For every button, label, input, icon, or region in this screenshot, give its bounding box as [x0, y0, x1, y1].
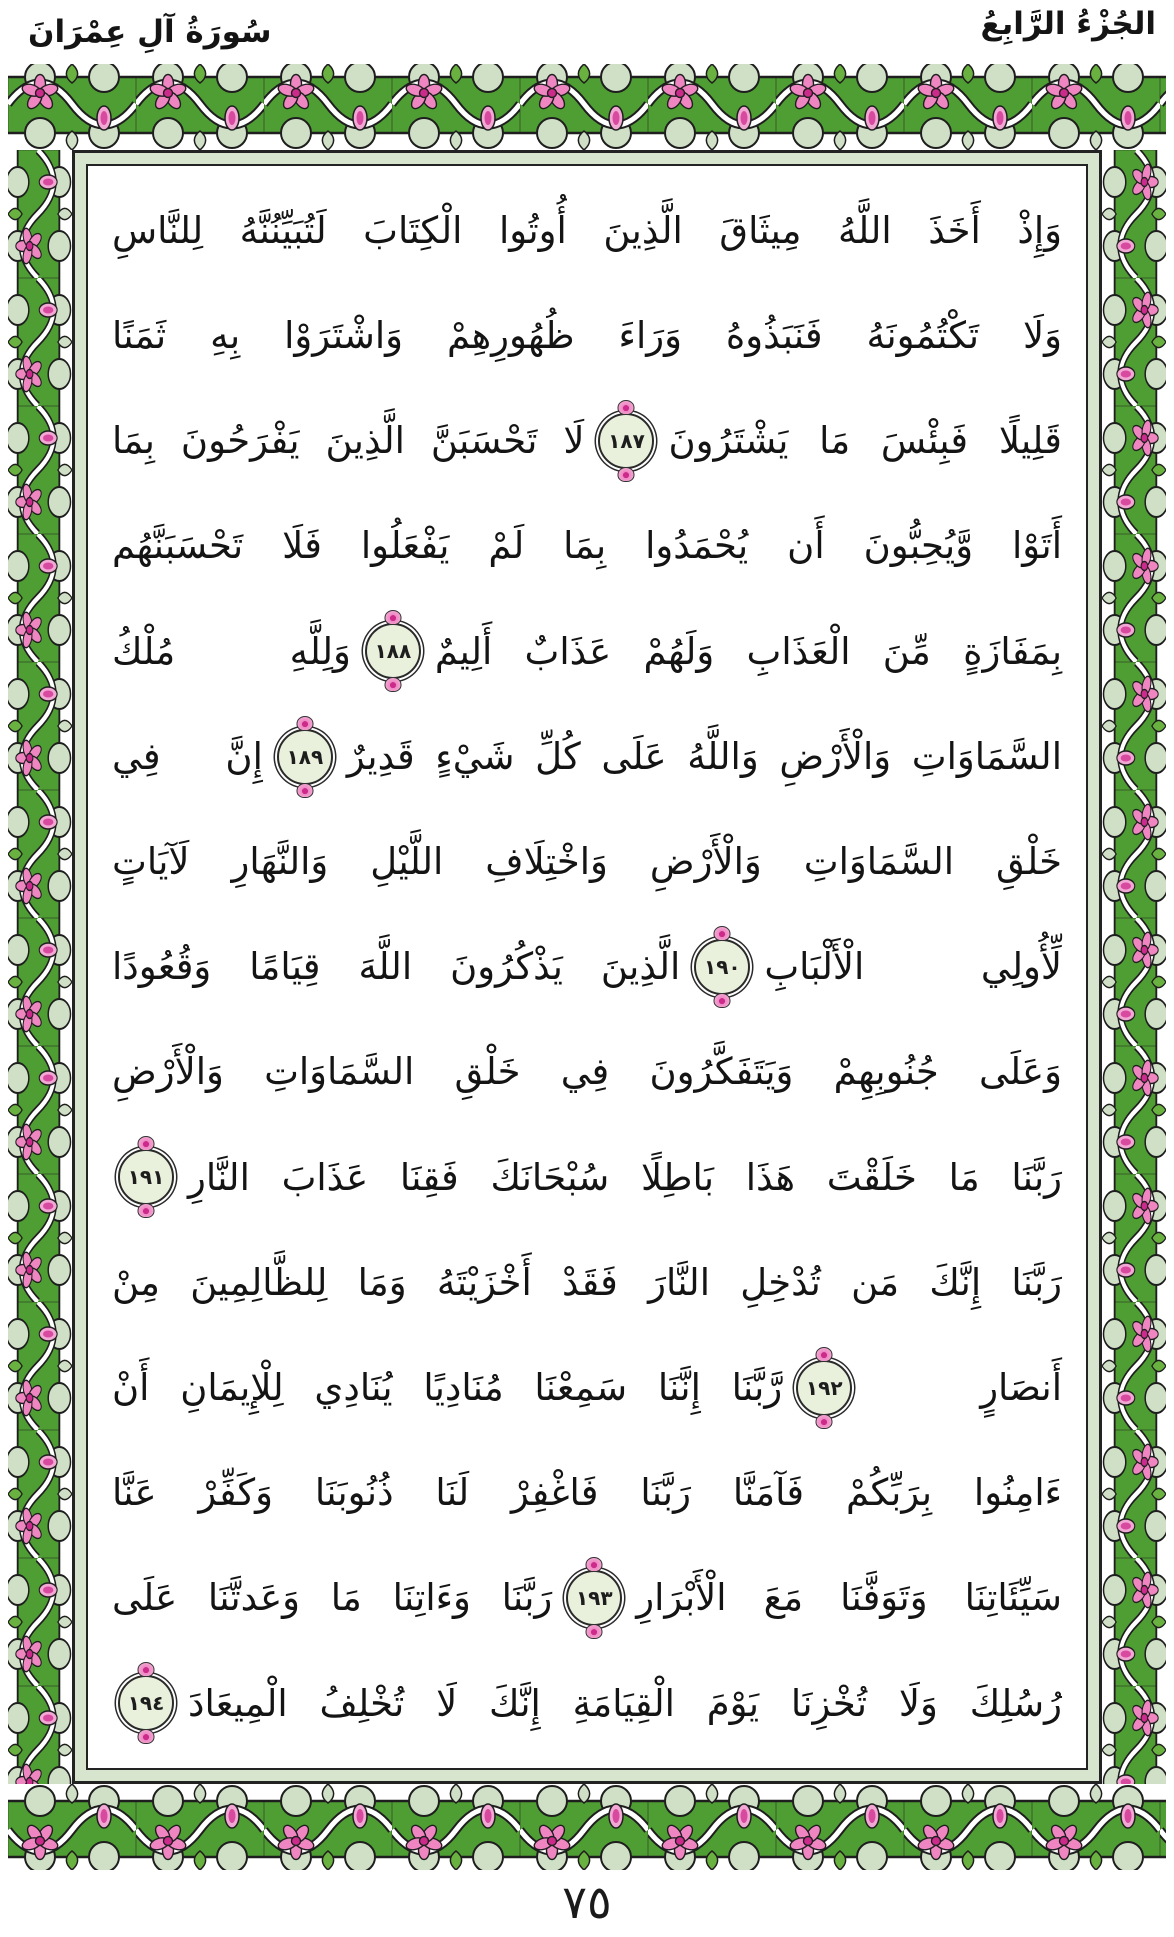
verse-text: إِنَّ فِي	[112, 734, 263, 778]
verse-text: رُسُلِكَ وَلَا تُخْزِنَا يَوْمَ الْقِيَامَةِ إِنَّكَ لَا تُخْلِفُ الْمِيعَادَ	[188, 1681, 1062, 1725]
quran-lines	[86, 164, 1088, 1770]
quran-line	[108, 494, 1066, 599]
quran-line	[108, 1125, 1066, 1230]
verse-text: رَبَّنَا وَءَاتِنَا مَا وَعَدتَّنَا عَلَى	[112, 1576, 553, 1620]
quran-line	[108, 809, 1066, 914]
verse-text: ءَامِنُوا بِرَبِّكُمْ فَآمَنَّا رَبَّنَا فَاغْفِرْ لَنَا ذُنُوبَنَا وَكَفِّرْ عَنَّا	[112, 1471, 1062, 1515]
aya-marker	[118, 1675, 174, 1731]
aya-number: ١٨٨	[374, 639, 412, 664]
verse-text: رَبَّنَا إِنَّكَ مَن تُدْخِلِ النَّارَ فَقَدْ أَخْزَيْتَهُ وَمَا لِلظَّالِمِينَ مِنْ	[112, 1260, 1062, 1304]
quran-line	[108, 599, 1066, 704]
border-ornament-bottom	[8, 1784, 1166, 1870]
quran-line	[108, 1335, 1066, 1440]
quran-line	[108, 1020, 1066, 1125]
verse-text: رَّبَّنَا إِنَّنَا سَمِعْنَا مُنَادِيًا يُنَادِي لِلْإِيمَانِ أَنْ	[111, 1366, 783, 1410]
aya-marker	[277, 729, 333, 785]
quran-line	[108, 1651, 1066, 1756]
aya-number: ١٩٠	[704, 955, 741, 980]
border-ornament-top	[8, 64, 1166, 150]
verse-text: لِّأُولِي الْأَلْبَابِ	[764, 945, 1062, 989]
aya-marker	[694, 939, 750, 995]
aya-marker	[796, 1360, 852, 1416]
aya-number: ١٨٩	[286, 744, 324, 769]
aya-number: ١٩٤	[127, 1691, 165, 1716]
verse-text: أَنصَارٍ	[980, 1366, 1062, 1410]
quran-line	[108, 178, 1066, 283]
quran-line	[108, 914, 1066, 1019]
aya-number: ١٩٢	[805, 1375, 843, 1400]
verse-text: وَلَا تَكْتُمُونَهُ فَنَبَذُوهُ وَرَاءَ ظُهُورِهِمْ وَاشْتَرَوْا بِهِ ثَمَنًا	[112, 313, 1062, 357]
aya-marker	[365, 623, 421, 679]
quran-line	[108, 1440, 1066, 1545]
aya-marker	[118, 1149, 174, 1205]
border-ornament-left	[8, 150, 72, 1784]
verse-text: وَعَلَى جُنُوبِهِمْ وَيَتَفَكَّرُونَ فِي خَلْقِ السَّمَاوَاتِ وَالْأَرْضِ	[112, 1050, 1062, 1094]
quran-line	[108, 1230, 1066, 1335]
verse-text: بِمَفَازَةٍ مِّنَ الْعَذَابِ وَلَهُمْ عَذَابٌ أَلِيمٌ	[434, 629, 1062, 673]
verse-text: أَتَوْا وَّيُحِبُّونَ أَن يُحْمَدُوا بِمَا لَمْ يَفْعَلُوا فَلَا تَحْسَبَنَّهُم	[112, 524, 1062, 568]
quran-line	[108, 388, 1066, 493]
verse-text: رَبَّنَا مَا خَلَقْتَ هَذَا بَاطِلًا سُبْحَانَكَ فَقِنَا عَذَابَ النَّارِ	[188, 1155, 1062, 1199]
verse-text: قَلِيلًا فَبِئْسَ مَا يَشْتَرُونَ	[668, 419, 1062, 463]
quran-line	[108, 1546, 1066, 1651]
aya-number: ١٩١	[127, 1165, 165, 1190]
verse-text: سَيِّئَاتِنَا وَتَوَفَّنَا مَعَ الْأَبْرَارِ	[636, 1576, 1062, 1620]
inner-frame	[72, 150, 1102, 1784]
aya-marker	[598, 413, 654, 469]
aya-number: ١٩٣	[575, 1586, 613, 1611]
verse-text: وَلِلَّهِ مُلْكُ	[112, 629, 351, 673]
juz-header: الجُزْءُ الرَّابِعُ	[980, 6, 1156, 42]
border-ornament-right	[1102, 150, 1166, 1784]
verse-text: لَا تَحْسَبَنَّ الَّذِينَ يَفْرَحُونَ بِمَا	[111, 419, 585, 463]
quran-line	[108, 283, 1066, 388]
aya-number: ١٨٧	[608, 429, 645, 453]
verse-text: الَّذِينَ يَذْكُرُونَ اللَّهَ قِيَامًا وَقُعُودًا	[112, 945, 681, 989]
page-number: ٧٥	[562, 1875, 612, 1929]
surah-header: سُورَةُ آلِ عِمْرَانَ	[28, 14, 272, 50]
verse-text: السَّمَاوَاتِ وَالْأَرْضِ وَاللَّهُ عَلَى كُلِّ شَيْءٍ قَدِيرٌ	[346, 734, 1062, 778]
quran-line	[108, 704, 1066, 809]
verse-text: وَإِذْ أَخَذَ اللَّهُ مِيثَاقَ الَّذِينَ أُوتُوا الْكِتَابَ لَتُبَيِّنُنَّهُ لِلنَّاسِ	[112, 208, 1062, 252]
verse-text: خَلْقِ السَّمَاوَاتِ وَالْأَرْضِ وَاخْتِلَافِ اللَّيْلِ وَالنَّهَارِ لَآيَاتٍ	[112, 840, 1062, 883]
aya-marker	[566, 1570, 622, 1626]
